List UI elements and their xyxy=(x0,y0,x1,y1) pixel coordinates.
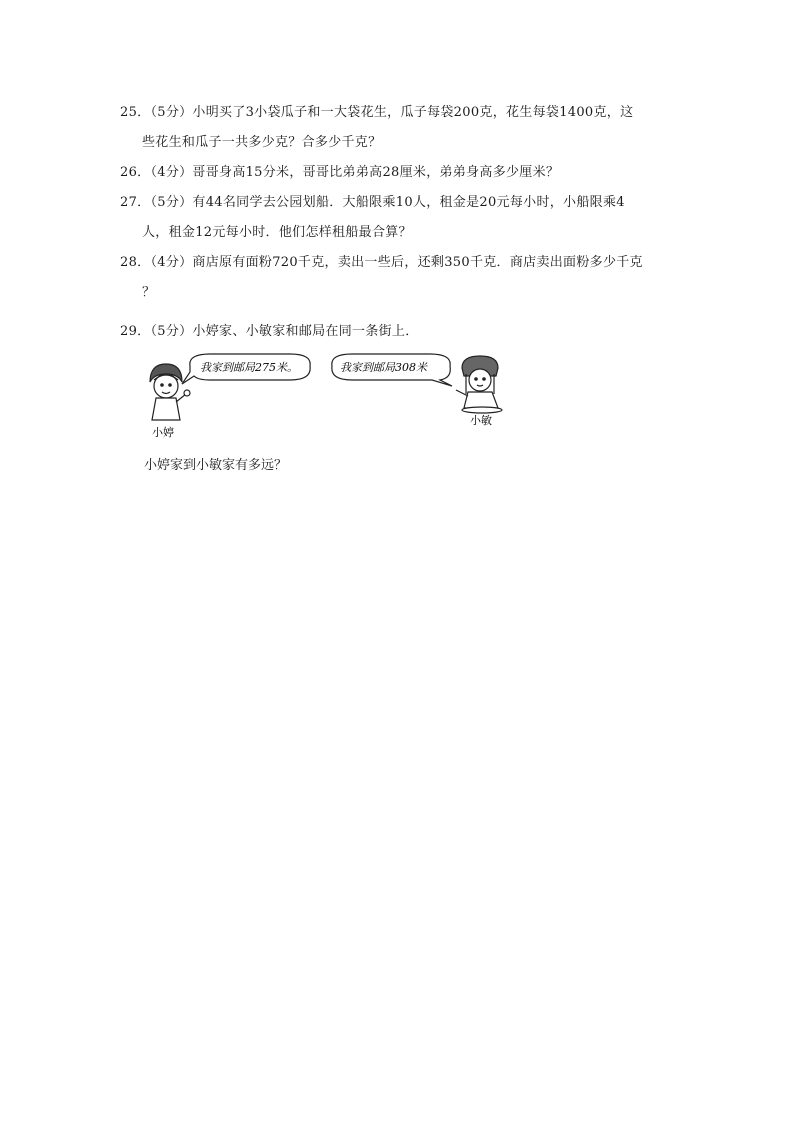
question-27-line1: 27．（5分）有44名同学去公园划船．大船限乘10人，租金是20元每小时，小船限乘4 xyxy=(120,195,625,210)
question-29 xyxy=(120,317,680,347)
left-girl-figure xyxy=(150,364,190,420)
right-girl-figure xyxy=(456,356,502,413)
question-27-line2: 人，租金12元每小时．他们怎样租船最合算？ xyxy=(142,225,412,240)
question-28-line2: ？ xyxy=(142,285,156,300)
left-speech-text: 我家到邮局275米。 xyxy=(200,361,298,374)
question-29-line1: 29．（5分）小婷家、小敏家和邮局在同一条街上． xyxy=(120,324,419,339)
left-speech-bubble xyxy=(182,354,310,384)
question-26-line1: 26．（4分）哥哥身高15分米，哥哥比弟弟高28厘米，弟弟身高多少厘米？ xyxy=(120,165,560,180)
illustration-svg xyxy=(140,350,510,440)
question-25 xyxy=(120,98,680,158)
right-name-label: 小敏 xyxy=(470,414,492,427)
question-28-line1: 28．（4分）商店原有面粉720千克，卖出一些后，还剩350千克．商店卖出面粉多少千克 xyxy=(120,255,643,270)
question-29-subquestion: 小婷家到小敏家有多远？ xyxy=(144,458,288,473)
question-25-line1: 25．（5分）小明买了3小袋瓜子和一大袋花生，瓜子每袋200克，花生每袋1400克，这 xyxy=(120,105,634,120)
left-name-label: 小婷 xyxy=(152,426,174,439)
question-28 xyxy=(120,248,680,308)
question-27 xyxy=(120,188,680,248)
right-speech-text: 我家到邮局308米 xyxy=(340,361,427,374)
question-26 xyxy=(120,158,680,188)
illustration xyxy=(140,350,510,440)
question-25-line2: 些花生和瓜子一共多少克？合多少千克？ xyxy=(142,135,382,150)
right-speech-bubble xyxy=(332,354,452,386)
